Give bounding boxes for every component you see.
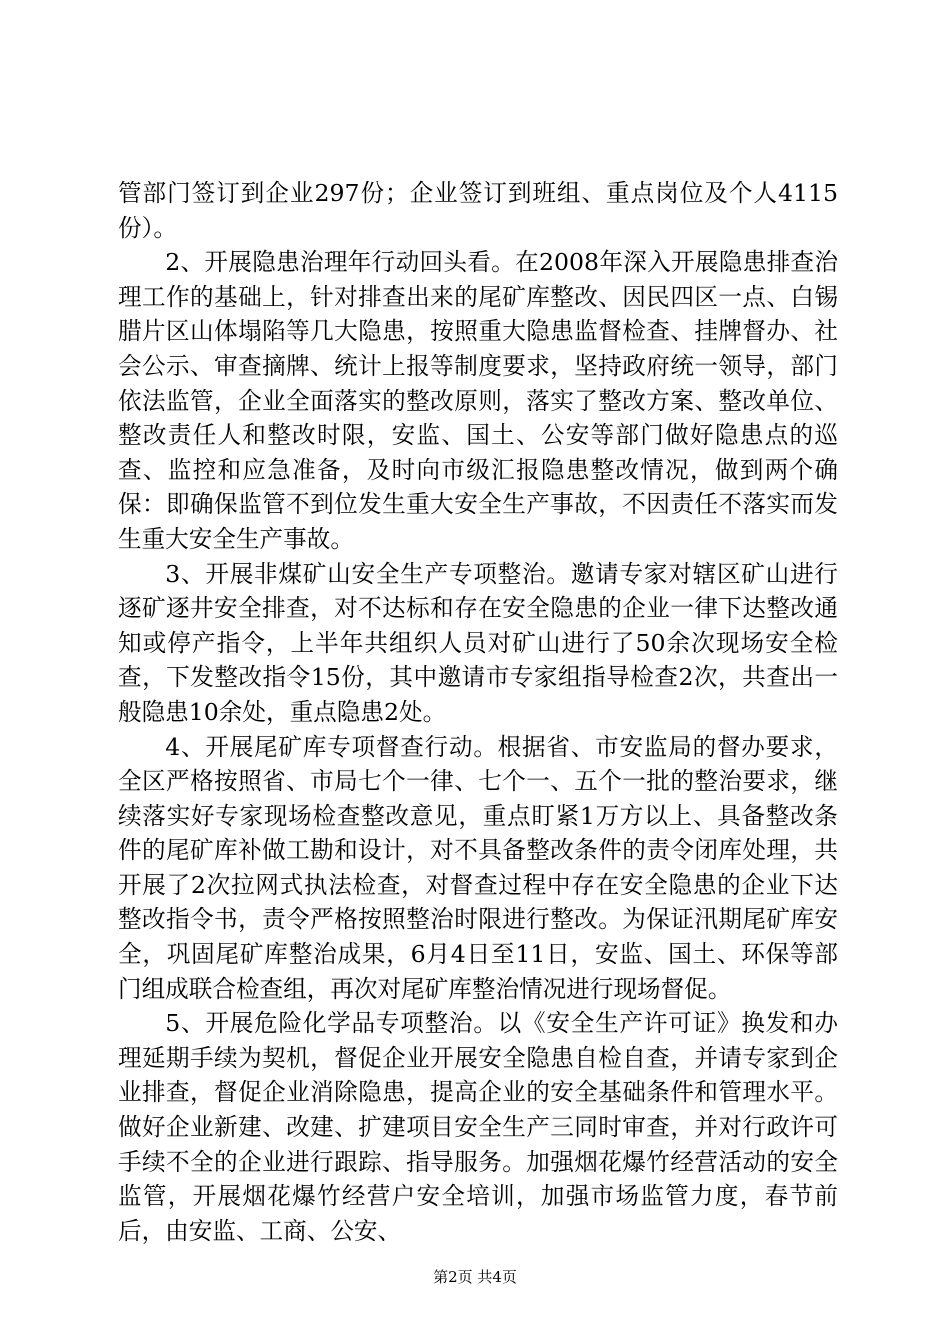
paragraph-2: 2、开展隐患治理年行动回头看。在2008年深入开展隐患排查治理工作的基础上，针对排查出来的尾矿库整改、因民四区一点、白锡腊片区山体塌陷等几大隐患，按照重大隐患监督检查、挂牌督办、社会公示、审查摘牌、统计上报等制度要求，坚持政府统一领导，部门依法监管，企业全面落实的整改原则，落实了整改方案、整改单位、整改责任人和整改时限，安监、国土、公安等部门做好隐患点的巡查、监控和应急准备，及时向市级汇报隐患整改情况，做到两个确保：即确保监管不到位发生重大安全生产事故，不因责任不落实而发生重大安全生产事故。: [118, 248, 838, 553]
document-body: [118, 176, 838, 1248]
paragraph-3: 3、开展非煤矿山安全生产专项整治。邀请专家对辖区矿山进行逐矿逐井安全排查，对不达标和存在安全隐患的企业一律下达整改通知或停产指令，上半年共组织人员对矿山进行了50余次现场安全检查，下发整改指令15份，其中邀请市专家组指导检查2次，共查出一般隐患10余处，重点隐患2处。: [118, 559, 838, 726]
paragraph-1: 管部门签订到企业297份；企业签订到班组、重点岗位及个人4115份）。: [118, 179, 838, 242]
page-footer: 第2页 共4页: [433, 1268, 517, 1286]
paragraph-4: 4、开展尾矿库专项督查行动。根据省、市安监局的督办要求，全区严格按照省、市局七个一律、七个一、五个一批的整治要求，继续落实好专家现场检查整改意见，重点盯紧1万方以上、具备整改条件的尾矿库补做工勘和设计，对不具备整改条件的责令闭库处理，共开展了2次拉网式执法检查，对督查过程中存在安全隐患的企业下达整改指令书，责令严格按照整治时限进行整改。为保证汛期尾矿库安全，巩固尾矿库整治成果，6月4日至11日，安监、国土、环保等部门组成联合检查组，再次对尾矿库整治情况进行现场督促。: [118, 732, 838, 1003]
paragraph-5: 5、开展危险化学品专项整治。以《安全生产许可证》换发和办理延期手续为契机，督促企业开展安全隐患自检自查，并请专家到企业排查，督促企业消除隐患，提高企业的安全基础条件和管理水平。做好企业新建、改建、扩建项目安全生产三同时审查，并对行政许可手续不全的企业进行跟踪、指导服务。加强烟花爆竹经营活动的安全监管，开展烟花爆竹经营户安全培训，加强市场监管力度，春节前后，由安监、工商、公安、: [118, 1009, 838, 1245]
